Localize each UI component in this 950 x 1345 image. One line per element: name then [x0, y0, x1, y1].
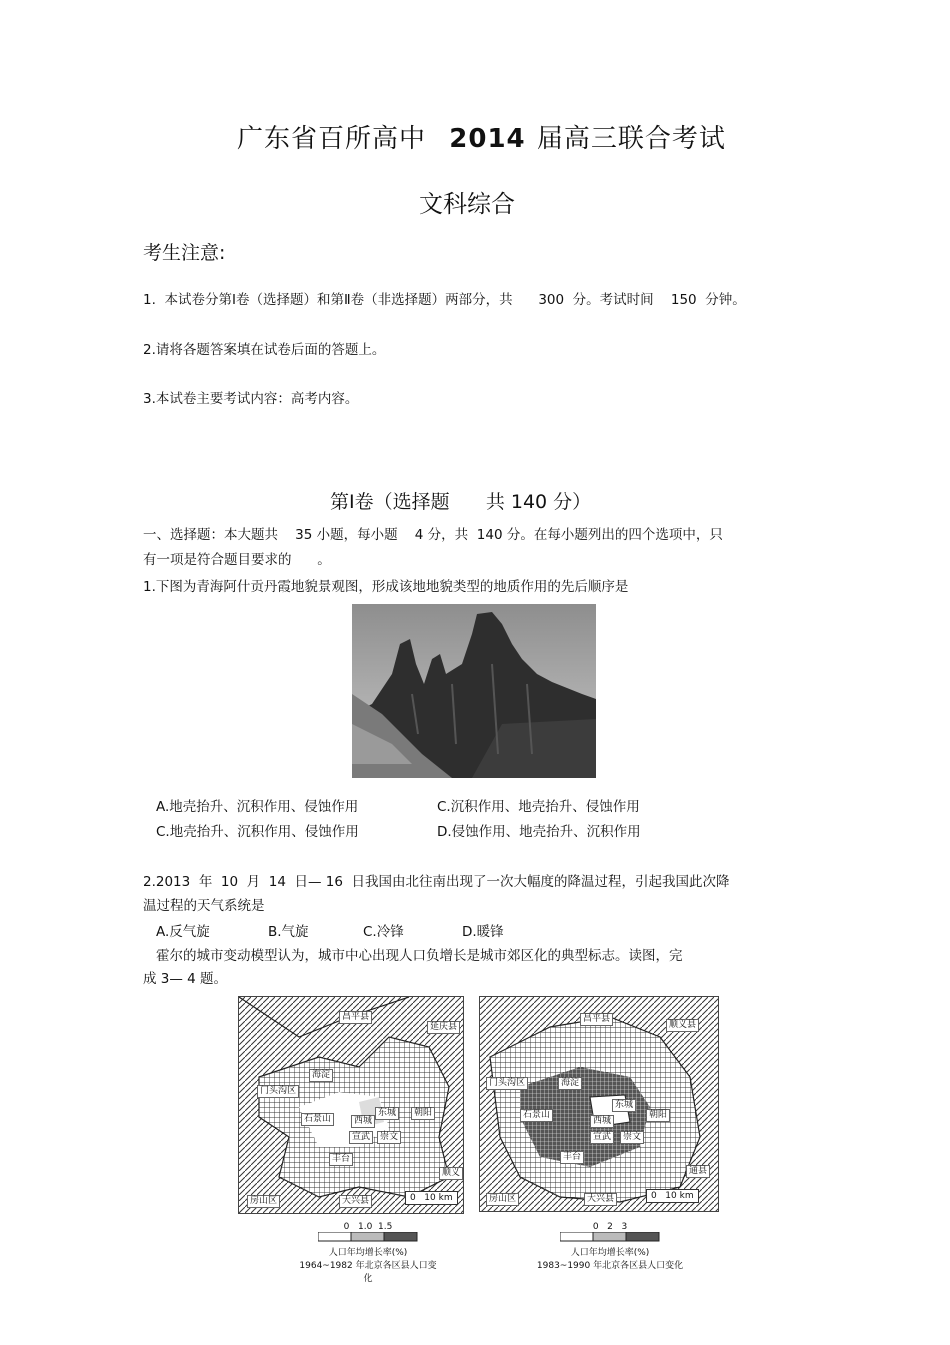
exam-title: [237, 118, 726, 155]
map1-label-xicheng: 西城: [351, 1115, 375, 1128]
notice-item-2: 2.请将各题答案填在试卷后面的答题上。: [143, 342, 386, 358]
map1-label-shunyi: 顺义: [439, 1167, 463, 1180]
map1-label-chongwen: 崇文: [377, 1131, 401, 1144]
map2-label-xuanwu: 宣武: [590, 1131, 614, 1144]
map2-label-dongcheng: 东城: [612, 1099, 636, 1112]
notice-item-1: 1. 本试卷分第Ⅰ卷（选择题）和第Ⅱ卷（非选择题）两部分，共 300 分。考试时间 150 分钟。: [143, 292, 746, 308]
q1-option-c1: C.沉积作用、地壳抬升、侵蚀作用: [437, 799, 640, 815]
title-year: 2014: [449, 124, 526, 154]
q1-option-d: D.侵蚀作用、地壳抬升、沉积作用: [437, 824, 641, 840]
map2-caption: 1983~1990 年北京各区县人口变化: [536, 1261, 684, 1271]
map2-legend-label: 人口年均增长率(%): [570, 1248, 650, 1258]
map2-label-tongxian: 通县: [686, 1165, 710, 1178]
map1-label-dongcheng: 东城: [375, 1107, 399, 1120]
q1-stem: 1.下图为青海阿什贡丹霞地貌景观图，形成该地地貌类型的地质作用的先后顺序是: [143, 579, 629, 595]
map-1964-1982: [238, 996, 464, 1214]
q1-option-c2: C.地壳抬升、沉积作用、侵蚀作用: [156, 824, 359, 840]
map1-label-yanqing: 延庆县: [427, 1021, 460, 1034]
map2-label-shunyi: 顺义县: [666, 1019, 699, 1032]
q2-stem-line2: 温过程的天气系统是: [143, 898, 265, 914]
map2-label-daxing: 大兴县: [584, 1193, 617, 1206]
map1-scale-bar: 0 10 km: [405, 1191, 458, 1205]
map2-label-chongwen: 崇文: [620, 1131, 644, 1144]
q1-option-a: A.地壳抬升、沉积作用、侵蚀作用: [156, 799, 359, 815]
map2-legend: [520, 1222, 700, 1271]
map1-label-mentougou: 门头沟区: [257, 1085, 299, 1098]
map-1983-1990: [479, 996, 719, 1212]
map2-label-chaoyang: 朝阳: [646, 1109, 670, 1122]
q2-option-a: A.反气旋: [156, 924, 210, 940]
map1-label-shijingshan: 石景山: [301, 1113, 334, 1126]
map1-legend-swatches: [318, 1232, 418, 1242]
map2-label-changping: 昌平县: [580, 1013, 613, 1026]
map1-label-fangshan: 房山区: [247, 1195, 280, 1208]
exam-subtitle: 文科综合: [419, 190, 515, 218]
map2-label-mentougou: 门头沟区: [486, 1077, 528, 1090]
notice-heading: 考生注意:: [143, 242, 226, 264]
map2-label-xicheng: 西城: [590, 1115, 614, 1128]
map1-label-haidian: 海淀: [309, 1069, 333, 1082]
map1-label-daxing: 大兴县: [339, 1195, 372, 1208]
title-part-a: 广东省百所高中: [237, 124, 427, 154]
map1-label-changping: 昌平县: [339, 1011, 372, 1024]
section-intro-line1: 一、选择题：本大题共 35 小题，每小题 4 分，共 140 分。在每小题列出的四个选项中，只: [143, 527, 723, 543]
map1-legend-ticks: 0 1.0 1.5: [343, 1222, 393, 1232]
map1-label-chaoyang: 朝阳: [411, 1107, 435, 1120]
q2-option-c: C.冷锋: [363, 924, 404, 940]
map1-label-xuanwu: 宣武: [349, 1131, 373, 1144]
map2-legend-swatches: [560, 1232, 660, 1242]
section-intro-line2: 有一项是符合题目要求的 。: [143, 552, 331, 568]
q34-stem-line2: 成 3— 4 题。: [143, 971, 228, 987]
map2-label-haidian: 海淀: [558, 1077, 582, 1090]
map1-label-fengtai: 丰台: [329, 1153, 353, 1166]
q2-option-b: B.气旋: [268, 924, 309, 940]
map2-scale-bar: 0 10 km: [646, 1189, 699, 1203]
map2-label-shijingshan: 石景山: [520, 1109, 553, 1122]
notice-item-3: 3.本试卷主要考试内容：高考内容。: [143, 391, 359, 407]
map2-label-fengtai: 丰台: [560, 1151, 584, 1164]
map2-legend-ticks: 0 2 3: [592, 1222, 628, 1232]
map1-legend-label: 人口年均增长率(%): [328, 1248, 408, 1258]
map1-legend: [298, 1222, 438, 1284]
danxia-landform-photo: [352, 604, 596, 778]
title-part-b: 届高三联合考试: [536, 124, 726, 154]
q2-option-d: D.暖锋: [462, 924, 504, 940]
q34-stem-line1: 霍尔的城市变动模型认为，城市中心出现人口负增长是城市郊区化的典型标志。读图，完: [156, 948, 683, 964]
section-title: 第Ⅰ卷（选择题 共 140 分）: [330, 491, 592, 513]
map1-caption: 1964~1982 年北京各区县人口变化: [299, 1261, 437, 1284]
q2-stem-line1: 2.2013 年 10 月 14 日— 16 日我国由北往南出现了一次大幅度的降温过程，引起我国此次降: [143, 874, 730, 890]
map2-label-fangshan: 房山区: [486, 1193, 519, 1206]
